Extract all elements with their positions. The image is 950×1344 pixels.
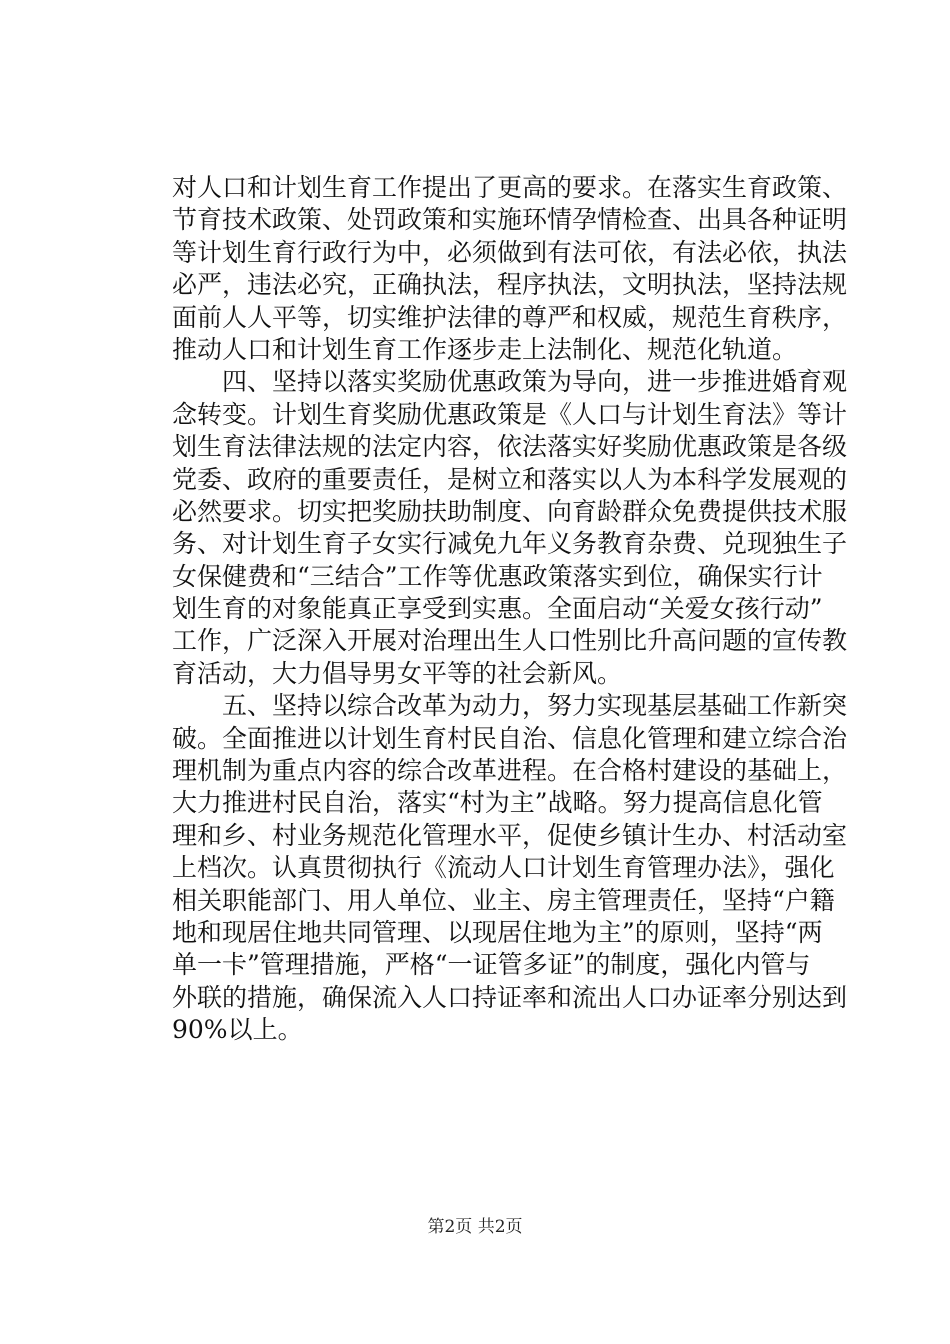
- text-line: 面前人人平等，切实维护法律的尊严和权威，规范生育秩序，: [172, 302, 848, 332]
- text-line: 破。全面推进以计划生育村民自治、信息化管理和建立综合治: [172, 723, 848, 753]
- text-line: 念转变。计划生育奖励优惠政策是《人口与计划生育法》等计: [172, 399, 848, 429]
- text-line: 90%以上。: [172, 1015, 303, 1045]
- text-line: 大力推进村民自治，落实“村为主”战略。努力提高信息化管: [172, 788, 823, 818]
- text-line: 五、坚持以综合改革为动力，努力实现基层基础工作新突: [172, 691, 848, 721]
- paragraph-1: [172, 172, 848, 366]
- text-line: 推动人口和计划生育工作逐步走上法制化、规范化轨道。: [172, 334, 798, 364]
- text-line: 划生育法律法规的法定内容，依法落实好奖励优惠政策是各级: [172, 432, 848, 462]
- text-line: 等计划生育行政行为中，必须做到有法可依，有法必依，执法: [172, 237, 848, 267]
- text-line: 单一卡”管理措施，严格“一证管多证”的制度，强化内管与: [172, 950, 811, 980]
- text-line: 党委、政府的重要责任，是树立和落实以人为本科学发展观的: [172, 464, 848, 494]
- text-line: 划生育的对象能真正享受到实惠。全面启动“关爱女孩行动”: [172, 594, 823, 624]
- text-line: 必严，违法必究，正确执法，程序执法，文明执法，坚持法规: [172, 270, 848, 300]
- text-line: 相关职能部门、用人单位、业主、房主管理责任，坚持“户籍: [172, 885, 835, 915]
- text-line: 育活动，大力倡导男女平等的社会新风。: [172, 658, 623, 688]
- page-number-footer: 第2页 共2页: [427, 1217, 523, 1237]
- text-line: 上档次。认真贯彻执行《流动人口计划生育管理办法》，强化: [172, 853, 835, 883]
- text-line: 理机制为重点内容的综合改革进程。在合格村建设的基础上，: [172, 756, 848, 786]
- text-line: 理和乡、村业务规范化管理水平，促使乡镇计生办、村活动室: [172, 820, 848, 850]
- text-line: 女保健费和“三结合”工作等优惠政策落实到位，确保实行计: [172, 561, 823, 591]
- paragraph-2: [172, 366, 848, 690]
- text-line: 外联的措施，确保流入人口持证率和流出人口办证率分别达到: [172, 982, 848, 1012]
- paragraph-3: [172, 690, 848, 1046]
- text-line: 四、坚持以落实奖励优惠政策为导向，进一步推进婚育观: [172, 367, 848, 397]
- text-line: 节育技术政策、处罚政策和实施环情孕情检查、出具各种证明: [172, 205, 848, 235]
- text-line: 地和现居住地共同管理、以现居住地为主”的原则，坚持“两: [172, 917, 823, 947]
- document-body: [172, 172, 848, 1047]
- text-line: 必然要求。切实把奖励扶助制度、向育龄群众免费提供技术服: [172, 496, 848, 526]
- text-line: 务、对计划生育子女实行减免九年义务教育杂费、兑现独生子: [172, 529, 848, 559]
- text-line: 工作，广泛深入开展对治理出生人口性别比升高问题的宣传教: [172, 626, 848, 656]
- text-line: 对人口和计划生育工作提出了更高的要求。在落实生育政策、: [172, 173, 848, 202]
